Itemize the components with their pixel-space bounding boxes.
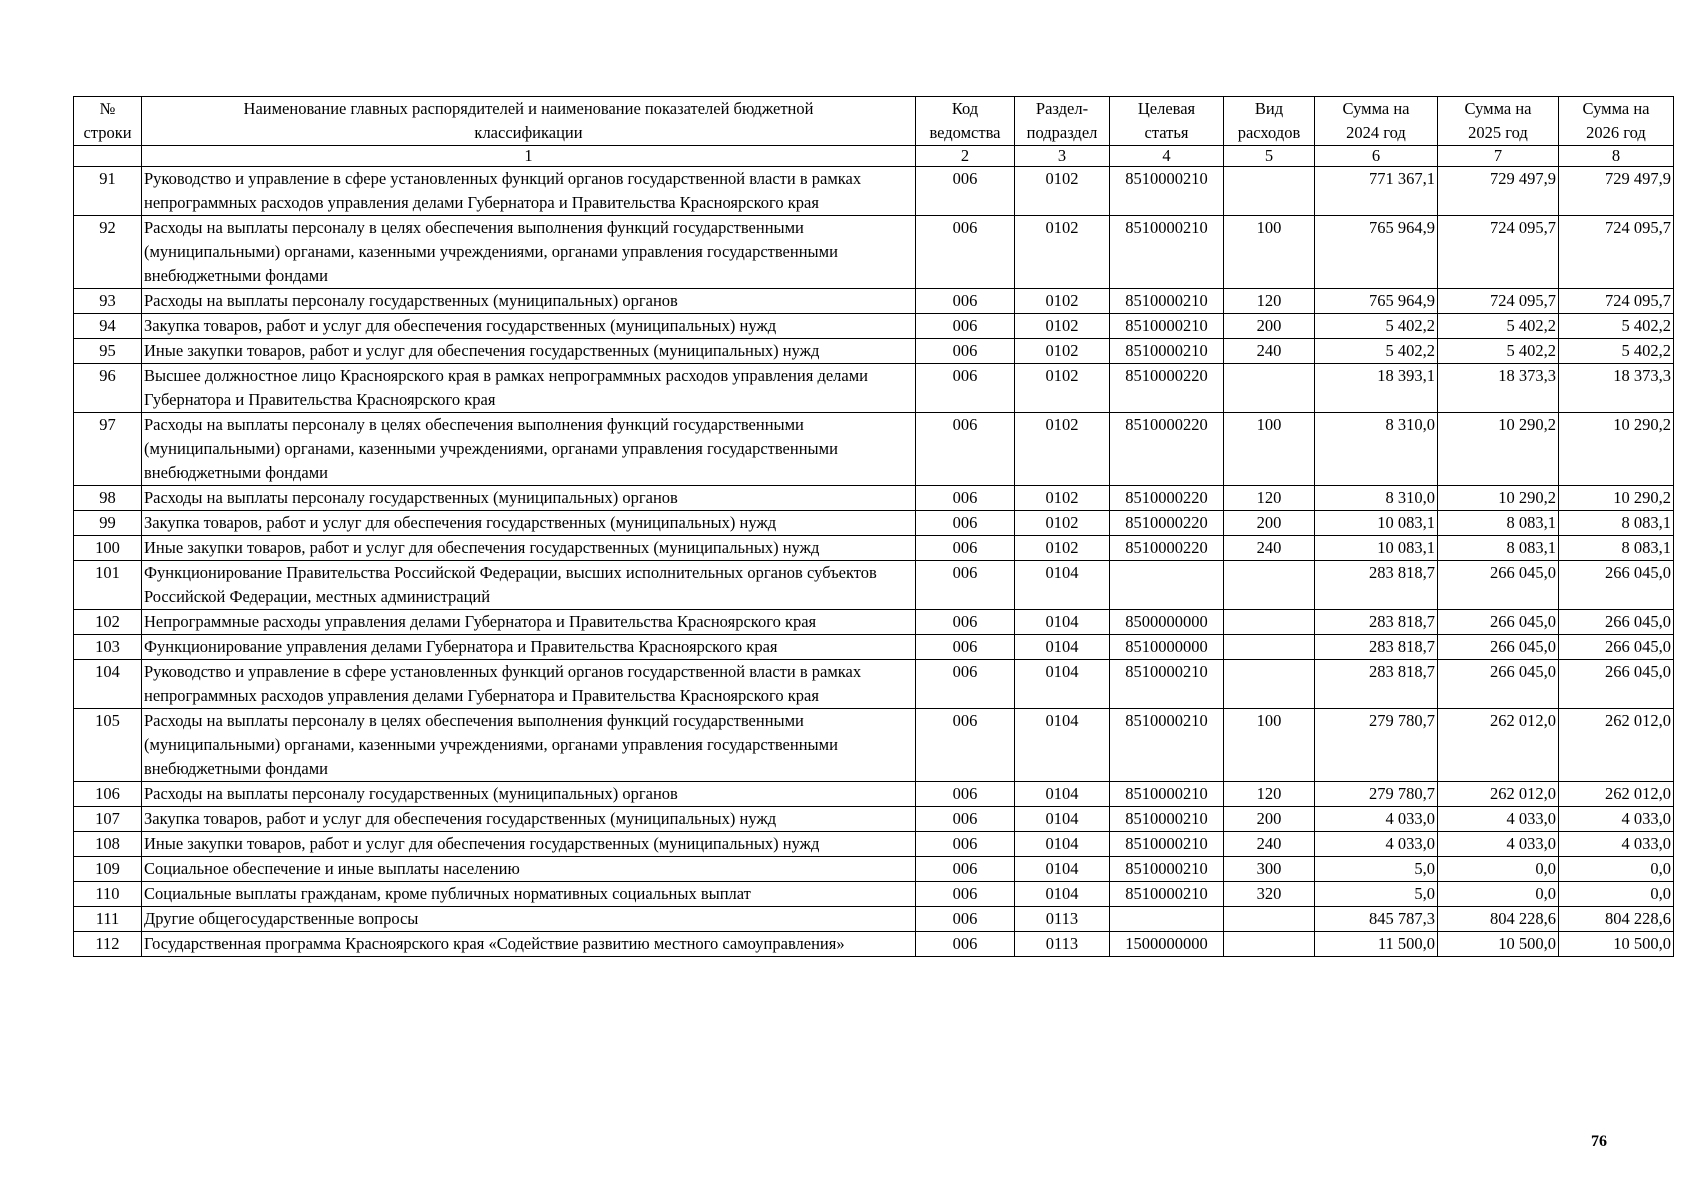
row-number-cell: 105 [74, 709, 142, 782]
section-cell: 0104 [1015, 832, 1110, 857]
name-cell: Государственная программа Красноярского края «Содействие развитию местного самоуправления» [142, 932, 916, 957]
target-article-cell: 8510000210 [1110, 314, 1224, 339]
sum-2026-cell: 266 045,0 [1559, 635, 1674, 660]
name-cell: Расходы на выплаты персоналу в целях обеспечения выполнения функций государственными (муниципальными) органами, казенными учреждениями, органами управления государственными внебюджетными фондами [142, 709, 916, 782]
table-header [74, 97, 1674, 167]
target-article-cell: 8510000210 [1110, 289, 1224, 314]
sum-2025-cell: 5 402,2 [1438, 339, 1559, 364]
dept-code-cell: 006 [916, 832, 1015, 857]
header-expense-type: Вид расходов [1224, 97, 1315, 146]
name-cell: Закупка товаров, работ и услуг для обеспечения государственных (муниципальных) нужд [142, 314, 916, 339]
section-cell: 0113 [1015, 932, 1110, 957]
name-cell: Иные закупки товаров, работ и услуг для обеспечения государственных (муниципальных) нужд [142, 536, 916, 561]
dept-code-cell: 006 [916, 339, 1015, 364]
sum-2024-cell: 5,0 [1315, 857, 1438, 882]
sum-2026-cell: 10 290,2 [1559, 413, 1674, 486]
column-number: 6 [1315, 146, 1438, 167]
row-number-cell: 112 [74, 932, 142, 957]
expense-type-cell [1224, 167, 1315, 216]
sum-2024-cell: 5,0 [1315, 882, 1438, 907]
sum-2024-cell: 279 780,7 [1315, 782, 1438, 807]
section-cell: 0102 [1015, 364, 1110, 413]
header-sum-2026: Сумма на 2026 год [1559, 97, 1674, 146]
expense-type-cell [1224, 660, 1315, 709]
section-cell: 0102 [1015, 511, 1110, 536]
sum-2024-cell: 5 402,2 [1315, 314, 1438, 339]
row-number-cell: 96 [74, 364, 142, 413]
section-cell: 0102 [1015, 314, 1110, 339]
section-cell: 0104 [1015, 782, 1110, 807]
section-cell: 0102 [1015, 486, 1110, 511]
sum-2024-cell: 8 310,0 [1315, 486, 1438, 511]
expense-type-cell [1224, 610, 1315, 635]
sum-2024-cell: 18 393,1 [1315, 364, 1438, 413]
expense-type-cell: 240 [1224, 536, 1315, 561]
row-number-cell: 94 [74, 314, 142, 339]
sum-2026-cell: 5 402,2 [1559, 339, 1674, 364]
sum-2025-cell: 266 045,0 [1438, 660, 1559, 709]
sum-2024-cell: 845 787,3 [1315, 907, 1438, 932]
expense-type-cell [1224, 561, 1315, 610]
sum-2024-cell: 5 402,2 [1315, 339, 1438, 364]
dept-code-cell: 006 [916, 289, 1015, 314]
target-article-cell: 8510000210 [1110, 882, 1224, 907]
expense-type-cell: 100 [1224, 216, 1315, 289]
column-number: 4 [1110, 146, 1224, 167]
table-row [74, 932, 1674, 957]
target-article-cell: 8510000210 [1110, 339, 1224, 364]
expense-type-cell: 200 [1224, 314, 1315, 339]
sum-2025-cell: 804 228,6 [1438, 907, 1559, 932]
table-row [74, 807, 1674, 832]
target-article-cell: 8510000210 [1110, 807, 1224, 832]
expense-type-cell [1224, 635, 1315, 660]
target-article-cell: 8510000220 [1110, 511, 1224, 536]
expense-type-cell: 200 [1224, 511, 1315, 536]
expense-type-cell: 100 [1224, 709, 1315, 782]
column-number: 2 [916, 146, 1015, 167]
target-article-cell: 8510000210 [1110, 660, 1224, 709]
row-number-cell: 100 [74, 536, 142, 561]
name-cell: Расходы на выплаты персоналу государственных (муниципальных) органов [142, 782, 916, 807]
sum-2026-cell: 10 500,0 [1559, 932, 1674, 957]
sum-2025-cell: 724 095,7 [1438, 289, 1559, 314]
dept-code-cell: 006 [916, 932, 1015, 957]
name-cell: Социальное обеспечение и иные выплаты населению [142, 857, 916, 882]
sum-2025-cell: 10 500,0 [1438, 932, 1559, 957]
target-article-cell [1110, 907, 1224, 932]
target-article-cell: 8510000210 [1110, 782, 1224, 807]
dept-code-cell: 006 [916, 907, 1015, 932]
dept-code-cell: 006 [916, 364, 1015, 413]
sum-2024-cell: 11 500,0 [1315, 932, 1438, 957]
sum-2024-cell: 283 818,7 [1315, 660, 1438, 709]
sum-2024-cell: 283 818,7 [1315, 610, 1438, 635]
dept-code-cell: 006 [916, 782, 1015, 807]
table-row [74, 709, 1674, 782]
sum-2026-cell: 804 228,6 [1559, 907, 1674, 932]
dept-code-cell: 006 [916, 413, 1015, 486]
section-cell: 0113 [1015, 907, 1110, 932]
header-sum-2025: Сумма на 2025 год [1438, 97, 1559, 146]
sum-2026-cell: 10 290,2 [1559, 486, 1674, 511]
expense-type-cell: 120 [1224, 782, 1315, 807]
sum-2024-cell: 10 083,1 [1315, 511, 1438, 536]
table-row [74, 413, 1674, 486]
dept-code-cell: 006 [916, 635, 1015, 660]
dept-code-cell: 006 [916, 882, 1015, 907]
row-number-cell: 107 [74, 807, 142, 832]
column-number: 3 [1015, 146, 1110, 167]
sum-2026-cell: 4 033,0 [1559, 832, 1674, 857]
section-cell: 0104 [1015, 561, 1110, 610]
sum-2024-cell: 771 367,1 [1315, 167, 1438, 216]
row-number-cell: 109 [74, 857, 142, 882]
sum-2026-cell: 18 373,3 [1559, 364, 1674, 413]
sum-2025-cell: 4 033,0 [1438, 832, 1559, 857]
sum-2025-cell: 10 290,2 [1438, 413, 1559, 486]
expense-type-cell: 120 [1224, 486, 1315, 511]
column-number: 1 [142, 146, 916, 167]
sum-2026-cell: 266 045,0 [1559, 660, 1674, 709]
target-article-cell: 8510000210 [1110, 167, 1224, 216]
target-article-cell [1110, 561, 1224, 610]
table-row [74, 857, 1674, 882]
table-row [74, 289, 1674, 314]
name-cell: Руководство и управление в сфере установленных функций органов государственной власти в рамках непрограммных расходов управления делами Губернатора и Правительства Красноярского края [142, 660, 916, 709]
section-cell: 0102 [1015, 413, 1110, 486]
name-cell: Закупка товаров, работ и услуг для обеспечения государственных (муниципальных) нужд [142, 807, 916, 832]
sum-2026-cell: 724 095,7 [1559, 216, 1674, 289]
column-number-row [74, 146, 1674, 167]
table-row [74, 216, 1674, 289]
sum-2026-cell: 8 083,1 [1559, 511, 1674, 536]
table-row [74, 486, 1674, 511]
column-number: 8 [1559, 146, 1674, 167]
sum-2026-cell: 262 012,0 [1559, 782, 1674, 807]
name-cell: Социальные выплаты гражданам, кроме публичных нормативных социальных выплат [142, 882, 916, 907]
target-article-cell: 8510000210 [1110, 832, 1224, 857]
sum-2026-cell: 724 095,7 [1559, 289, 1674, 314]
name-cell: Функционирование Правительства Российской Федерации, высших исполнительных органов субъектов Российской Федерации, местных администраций [142, 561, 916, 610]
row-number-cell: 98 [74, 486, 142, 511]
target-article-cell: 1500000000 [1110, 932, 1224, 957]
name-cell: Иные закупки товаров, работ и услуг для обеспечения государственных (муниципальных) нужд [142, 832, 916, 857]
dept-code-cell: 006 [916, 486, 1015, 511]
sum-2025-cell: 266 045,0 [1438, 610, 1559, 635]
table-row [74, 882, 1674, 907]
sum-2025-cell: 729 497,9 [1438, 167, 1559, 216]
section-cell: 0104 [1015, 660, 1110, 709]
section-cell: 0104 [1015, 610, 1110, 635]
row-number-cell: 111 [74, 907, 142, 932]
dept-code-cell: 006 [916, 536, 1015, 561]
row-number-cell: 103 [74, 635, 142, 660]
section-cell: 0102 [1015, 289, 1110, 314]
section-cell: 0102 [1015, 167, 1110, 216]
expense-type-cell [1224, 364, 1315, 413]
sum-2025-cell: 262 012,0 [1438, 782, 1559, 807]
target-article-cell: 8510000220 [1110, 536, 1224, 561]
dept-code-cell: 006 [916, 807, 1015, 832]
sum-2025-cell: 0,0 [1438, 882, 1559, 907]
row-number-cell: 101 [74, 561, 142, 610]
row-number-cell: 104 [74, 660, 142, 709]
target-article-cell: 8510000210 [1110, 216, 1224, 289]
section-cell: 0104 [1015, 807, 1110, 832]
name-cell: Расходы на выплаты персоналу в целях обеспечения выполнения функций государственными (муниципальными) органами, казенными учреждениями, органами управления государственными внебюджетными фондами [142, 413, 916, 486]
table-row [74, 561, 1674, 610]
name-cell: Другие общегосударственные вопросы [142, 907, 916, 932]
dept-code-cell: 006 [916, 167, 1015, 216]
expense-type-cell: 320 [1224, 882, 1315, 907]
sum-2024-cell: 765 964,9 [1315, 289, 1438, 314]
page-number: 76 [1591, 1133, 1607, 1150]
header-target-article: Целевая статья [1110, 97, 1224, 146]
expense-type-cell [1224, 932, 1315, 957]
target-article-cell: 8510000220 [1110, 486, 1224, 511]
table-row [74, 907, 1674, 932]
table-body [74, 167, 1674, 957]
sum-2026-cell: 4 033,0 [1559, 807, 1674, 832]
section-cell: 0104 [1015, 857, 1110, 882]
header-sum-2024: Сумма на 2024 год [1315, 97, 1438, 146]
column-number: 5 [1224, 146, 1315, 167]
table-row [74, 314, 1674, 339]
row-number-cell: 106 [74, 782, 142, 807]
section-cell: 0102 [1015, 216, 1110, 289]
sum-2024-cell: 4 033,0 [1315, 807, 1438, 832]
header-dept-code: Код ведомства [916, 97, 1015, 146]
name-cell: Непрограммные расходы управления делами Губернатора и Правительства Красноярского края [142, 610, 916, 635]
dept-code-cell: 006 [916, 314, 1015, 339]
name-cell: Расходы на выплаты персоналу государственных (муниципальных) органов [142, 289, 916, 314]
sum-2024-cell: 283 818,7 [1315, 635, 1438, 660]
target-article-cell: 8510000210 [1110, 857, 1224, 882]
sum-2026-cell: 262 012,0 [1559, 709, 1674, 782]
row-number-cell: 110 [74, 882, 142, 907]
sum-2026-cell: 266 045,0 [1559, 610, 1674, 635]
section-cell: 0102 [1015, 536, 1110, 561]
name-cell: Высшее должностное лицо Красноярского края в рамках непрограммных расходов управления делами Губернатора и Правительства Красноярского края [142, 364, 916, 413]
dept-code-cell: 006 [916, 660, 1015, 709]
target-article-cell: 8510000220 [1110, 364, 1224, 413]
section-cell: 0104 [1015, 709, 1110, 782]
sum-2025-cell: 4 033,0 [1438, 807, 1559, 832]
target-article-cell: 8510000220 [1110, 413, 1224, 486]
row-number-cell: 108 [74, 832, 142, 857]
table-row [74, 635, 1674, 660]
table-row [74, 167, 1674, 216]
header-name: Наименование главных распорядителей и наименование показателей бюджетной классификации [142, 97, 916, 146]
sum-2026-cell: 0,0 [1559, 882, 1674, 907]
target-article-cell: 8510000000 [1110, 635, 1224, 660]
sum-2025-cell: 8 083,1 [1438, 536, 1559, 561]
table-row [74, 610, 1674, 635]
table-row [74, 832, 1674, 857]
expense-type-cell [1224, 907, 1315, 932]
row-number-cell: 95 [74, 339, 142, 364]
row-number-cell: 93 [74, 289, 142, 314]
row-number-cell: 99 [74, 511, 142, 536]
expense-type-cell: 100 [1224, 413, 1315, 486]
table-row [74, 364, 1674, 413]
sum-2026-cell: 8 083,1 [1559, 536, 1674, 561]
dept-code-cell: 006 [916, 857, 1015, 882]
expense-type-cell: 120 [1224, 289, 1315, 314]
sum-2025-cell: 266 045,0 [1438, 635, 1559, 660]
column-number [74, 146, 142, 167]
dept-code-cell: 006 [916, 610, 1015, 635]
sum-2025-cell: 266 045,0 [1438, 561, 1559, 610]
name-cell: Расходы на выплаты персоналу государственных (муниципальных) органов [142, 486, 916, 511]
sum-2025-cell: 5 402,2 [1438, 314, 1559, 339]
expense-type-cell: 200 [1224, 807, 1315, 832]
dept-code-cell: 006 [916, 709, 1015, 782]
sum-2026-cell: 266 045,0 [1559, 561, 1674, 610]
row-number-cell: 102 [74, 610, 142, 635]
sum-2026-cell: 729 497,9 [1559, 167, 1674, 216]
dept-code-cell: 006 [916, 561, 1015, 610]
table-row [74, 782, 1674, 807]
sum-2024-cell: 283 818,7 [1315, 561, 1438, 610]
sum-2025-cell: 18 373,3 [1438, 364, 1559, 413]
sum-2026-cell: 0,0 [1559, 857, 1674, 882]
row-number-cell: 91 [74, 167, 142, 216]
sum-2024-cell: 765 964,9 [1315, 216, 1438, 289]
budget-table [73, 96, 1674, 957]
sum-2024-cell: 4 033,0 [1315, 832, 1438, 857]
sum-2024-cell: 8 310,0 [1315, 413, 1438, 486]
target-article-cell: 8510000210 [1110, 709, 1224, 782]
expense-type-cell: 240 [1224, 832, 1315, 857]
section-cell: 0104 [1015, 635, 1110, 660]
column-number: 7 [1438, 146, 1559, 167]
sum-2025-cell: 262 012,0 [1438, 709, 1559, 782]
expense-type-cell: 300 [1224, 857, 1315, 882]
dept-code-cell: 006 [916, 216, 1015, 289]
sum-2025-cell: 8 083,1 [1438, 511, 1559, 536]
section-cell: 0102 [1015, 339, 1110, 364]
sum-2026-cell: 5 402,2 [1559, 314, 1674, 339]
table-row [74, 660, 1674, 709]
name-cell: Руководство и управление в сфере установленных функций органов государственной власти в рамках непрограммных расходов управления делами Губернатора и Правительства Красноярского края [142, 167, 916, 216]
header-section: Раздел- подраздел [1015, 97, 1110, 146]
section-cell: 0104 [1015, 882, 1110, 907]
expense-type-cell: 240 [1224, 339, 1315, 364]
table-row [74, 536, 1674, 561]
sum-2025-cell: 724 095,7 [1438, 216, 1559, 289]
name-cell: Расходы на выплаты персоналу в целях обеспечения выполнения функций государственными (муниципальными) органами, казенными учреждениями, органами управления государственными внебюджетными фондами [142, 216, 916, 289]
dept-code-cell: 006 [916, 511, 1015, 536]
row-number-cell: 92 [74, 216, 142, 289]
sum-2024-cell: 279 780,7 [1315, 709, 1438, 782]
sum-2024-cell: 10 083,1 [1315, 536, 1438, 561]
row-number-cell: 97 [74, 413, 142, 486]
name-cell: Закупка товаров, работ и услуг для обеспечения государственных (муниципальных) нужд [142, 511, 916, 536]
sum-2025-cell: 0,0 [1438, 857, 1559, 882]
table-row [74, 339, 1674, 364]
name-cell: Функционирование управления делами Губернатора и Правительства Красноярского края [142, 635, 916, 660]
name-cell: Иные закупки товаров, работ и услуг для обеспечения государственных (муниципальных) нужд [142, 339, 916, 364]
sum-2025-cell: 10 290,2 [1438, 486, 1559, 511]
header-row-number: № строки [74, 97, 142, 146]
table-row [74, 511, 1674, 536]
target-article-cell: 8500000000 [1110, 610, 1224, 635]
